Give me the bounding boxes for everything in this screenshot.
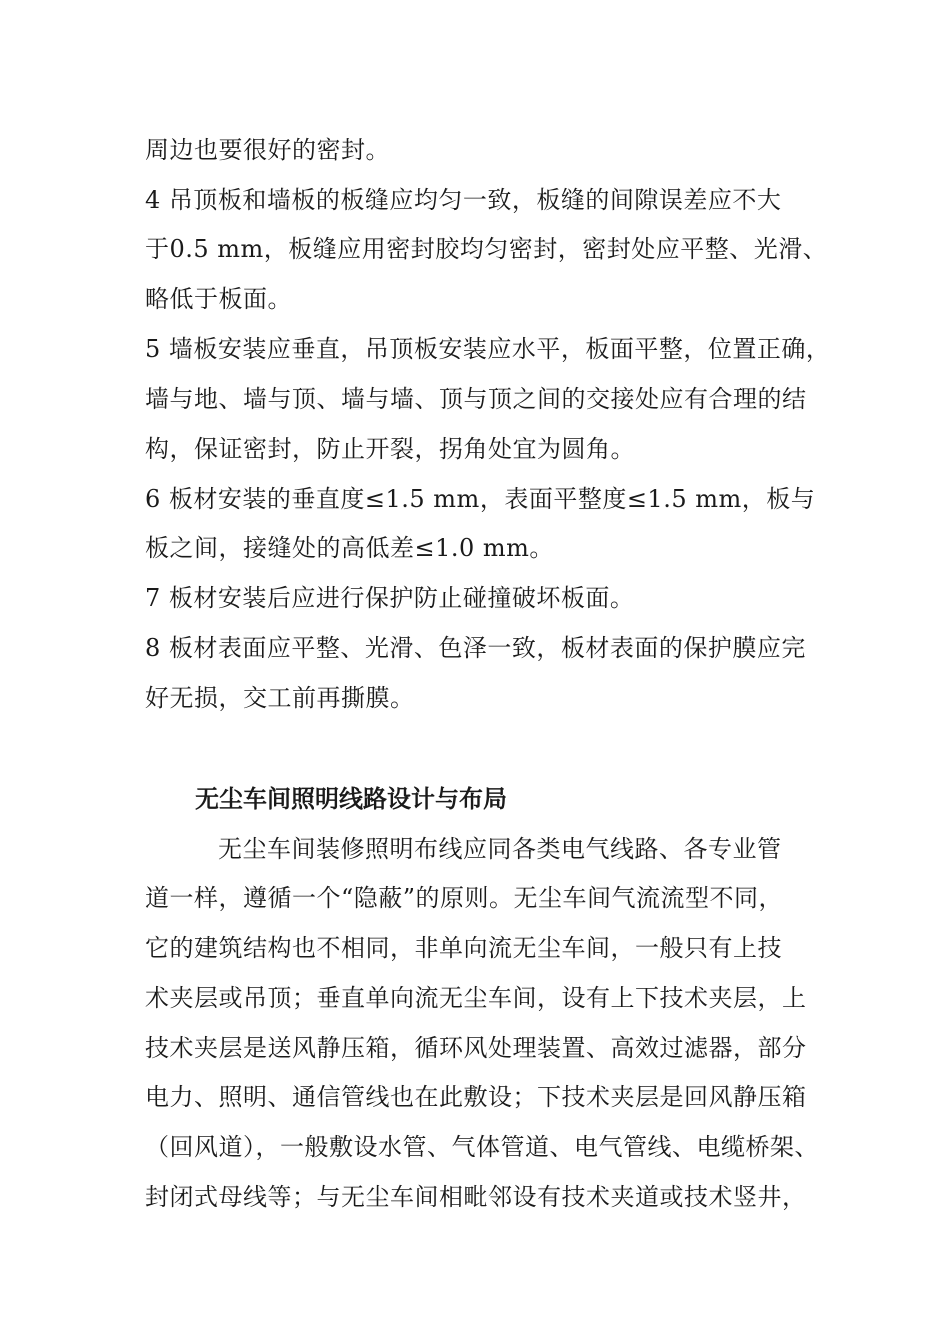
list-item-5-line-3: 构，保证密封，防止开裂，拐角处宜为圆角。 xyxy=(145,435,635,463)
paragraph-line-8: 封闭式母线等；与无尘车间相毗邻设有技术夹道或技术竖井， xyxy=(145,1183,807,1211)
paragraph-line-5: 技术夹层是送风静压箱，循环风处理装置、高效过滤器，部分 xyxy=(145,1034,807,1062)
section-heading: 无尘车间照明线路设计与布局 xyxy=(195,785,507,813)
paragraph-line-2: 道一样，遵循一个“隐蔽”的原则。无尘车间气流流型不同， xyxy=(145,884,784,912)
list-item-8-line-1: 8 板材表面应平整、光滑、色泽一致，板材表面的保护膜应完 xyxy=(145,634,806,662)
paragraph-line-1: 无尘车间装修照明布线应同各类电气线路、各专业管 xyxy=(218,835,782,863)
list-item-6-line-2: 板之间，接缝处的高低差≤1.0 mm。 xyxy=(145,534,554,562)
paragraph-line-3: 它的建筑结构也不相同，非单向流无尘车间，一般只有上技 xyxy=(145,934,782,962)
list-item-8-line-2: 好无损，交工前再撕膜。 xyxy=(145,684,415,712)
paragraph-line-7: （回风道），一般敷设水管、气体管道、电气管线、电缆桥架、 xyxy=(145,1133,819,1161)
paragraph-line-4: 术夹层或吊顶；垂直单向流无尘车间，设有上下技术夹层，上 xyxy=(145,984,807,1012)
list-item-5-line-1: 5 墙板安装应垂直，吊顶板安装应水平，板面平整，位置正确， xyxy=(145,335,831,363)
list-item-4-line-1: 4 吊顶板和墙板的板缝应均匀一致，板缝的间隙误差应不大 xyxy=(145,186,782,214)
list-item-4-line-3: 略低于板面。 xyxy=(145,285,292,313)
list-item-6-line-1: 6 板材安装的垂直度≤1.5 mm，表面平整度≤1.5 mm，板与 xyxy=(145,485,816,513)
list-continuation-text: 周边也要很好的密封。 xyxy=(145,136,390,164)
list-item-5-line-2: 墙与地、墙与顶、墙与墙、顶与顶之间的交接处应有合理的结 xyxy=(145,385,807,413)
paragraph-line-6: 电力、照明、通信管线也在此敷设；下技术夹层是回风静压箱 xyxy=(145,1083,807,1111)
list-item-7-line-1: 7 板材安装后应进行保护防止碰撞破坏板面。 xyxy=(145,584,635,612)
list-item-4-line-2: 于0.5 mm，板缝应用密封胶均匀密封，密封处应平整、光滑、 xyxy=(145,235,828,263)
